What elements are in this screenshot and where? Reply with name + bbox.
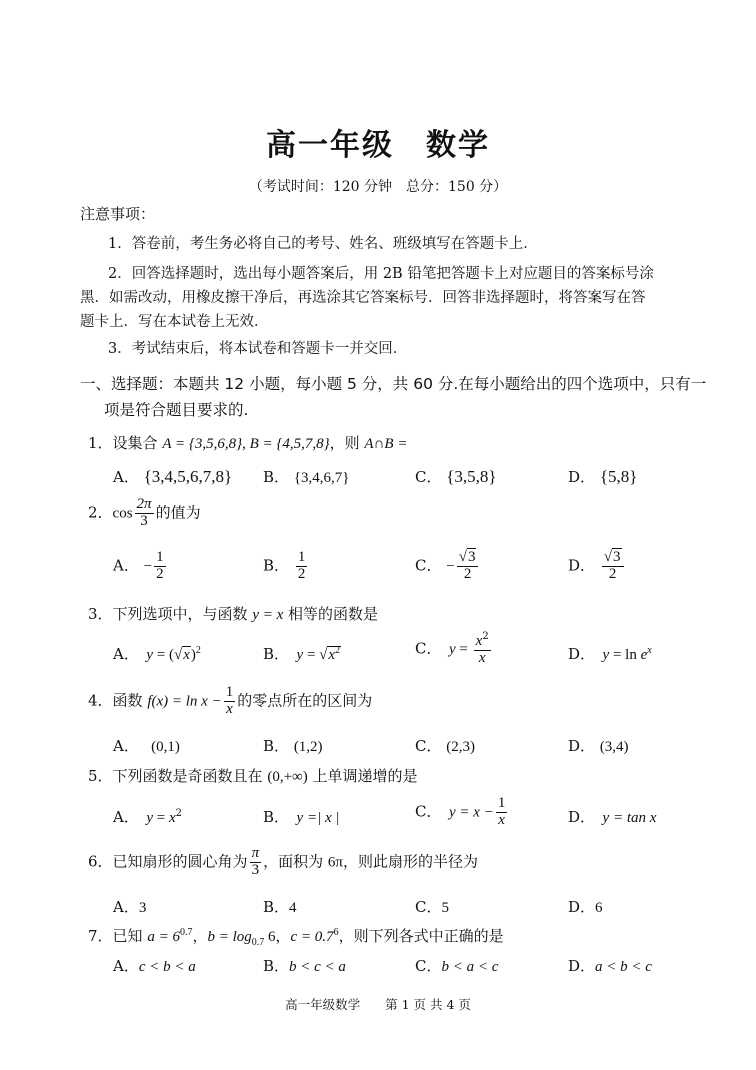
question-number: 6． [88,852,113,871]
option-d: D．a < b < c [568,957,652,975]
question-text: 设集合 [112,434,163,452]
option-c: C．5 [415,898,449,916]
math-expr: 6π [327,854,343,871]
question-text: 函数 [112,691,148,710]
question-text: 相等的函数是 [283,605,379,623]
option-b: B． y =| x | [263,808,340,826]
note-2-line-3: 题卡上．写在本试卷上无效． [80,314,269,330]
question-text: ，则下列各式中正确的是 [338,927,504,945]
option-d: D．6 [568,898,603,916]
option-a: A． {3,4,5,6,7,8} [113,467,233,486]
option-c: C． − $\frac{√3}{2}$ [415,550,480,583]
option-a: A．c < b < a [113,957,196,975]
option-d: D． y = tan x [568,808,657,826]
note-2-line-1: 2．回答选择题时，选出每小题答案后，用 2B 铅笔把答题卡上对应题目的答案标号涂 [108,266,654,282]
option-b: B． {3,4,6,7} [263,468,350,486]
question-text: ，面积为 [263,852,328,871]
math-expr: A∩B = [364,436,408,452]
note-3: 3．考试结束后，将本试卷和答题卡一并交回． [108,341,408,357]
question-4: 4．函数 f(x) = ln x − $\frac{1}{x}$ 的零点所在的区间为 [88,684,373,717]
math-expr: cos [112,505,133,522]
option-b: B． $y = √x^2$ [263,645,341,663]
question-6: 6．已知扇形的圆心角为 $\frac{\pi}{3}$ ，面积为 6π，则此扇形的半径为 [88,845,478,878]
option-a: A． (0,1) [113,737,180,755]
question-number: 5． [88,767,113,785]
question-text: 已知 [112,927,148,945]
math-expr: (0,+∞) [267,769,308,785]
math-expr: b = log [207,929,252,945]
option-d: D． {5,8} [568,467,638,486]
option-a: A． − $\frac{1}{2}$ [113,549,164,582]
question-3 [88,603,378,624]
math-expr: A = {3,5,6,8} [162,436,243,452]
section-heading-line-1: 一、选择题：本题共 12 小题，每小题 5 分，共 60 分.在每小题给出的四个选项中，只有一 [80,375,707,393]
option-a: A． $y = (√x)^2$ [113,645,201,663]
option-b: B． $\frac{1}{2}$ [263,549,306,582]
question-number: 3． [88,605,113,623]
question-5 [88,765,418,786]
option-b: B．b < c < a [263,957,346,975]
option-c: C．b < a < c [415,957,499,975]
option-b: B．4 [263,898,297,916]
option-b: B． (1,2) [263,737,323,755]
question-text: 下列函数是奇函数且在 [112,767,268,785]
question-text: ，则此扇形的半径为 [342,852,478,871]
question-text: 上单调递增的是 [307,767,418,785]
question-7: 7．已知 $a = 6^{0.7}$，$b = \log_{0.7} 6$，$c = 0.7^6$，则下列各式中正确的是 [88,927,504,948]
question-number: 1． [88,434,113,452]
math-expr: c = 0.7 [290,929,334,945]
option-d: D． $\frac{√3}{2}$ [568,550,626,583]
option-c: C． {3,5,8} [415,467,497,486]
question-number: 4． [88,691,113,710]
question-text: 下列选项中，与函数 [112,605,253,623]
math-expr: y = x [252,607,284,623]
question-2: 2．cos $\frac{2\pi}{3}$ 的值为 [88,496,201,529]
option-a: A． $y = x^2$ [113,808,183,826]
page-footer: 高一年级数学 第 1 页 共 4 页 [285,997,471,1012]
math-expr: B = {4,5,7,8} [249,436,330,452]
question-number: 2． [88,503,113,522]
option-a: A．3 [113,898,147,916]
question-text: 的值为 [155,503,201,522]
question-text: 已知扇形的圆心角为 [112,852,248,871]
option-c: C． (2,3) [415,737,476,755]
exam-info: （考试时间：120 分钟 总分：150 分） [248,179,508,195]
math-expr: a = 6 [147,929,180,945]
question-1: 1．设集合 A = {3,5,6,8}, B = {4,5,7,8}，则 A∩B = [88,434,408,452]
section-heading-line-2: 项是符合题目要求的. [104,401,249,419]
option-c: C． y = x − $\frac{1}{x}$ [415,795,506,828]
math-expr: f(x) = ln x − [147,693,222,710]
question-number: 7． [88,927,113,945]
notes-heading: 注意事项： [80,205,156,223]
option-d: D． (3,4) [568,737,629,755]
question-text: ，则 [329,434,365,452]
option-c: C． y = $\frac{x^2}{x}$ [415,631,489,666]
question-text: 的零点所在的区间为 [237,691,373,710]
page-title: 高一年级 数学 [266,128,490,163]
option-d: D． $y = \ln e^x$ [568,645,652,663]
note-2-line-2: 黑．如需改动，用橡皮擦干净后，再选涂其它答案标号．回答非选择题时，将答案写在答 [80,290,646,306]
note-1: 1．答卷前，考生务必将自己的考号、姓名、班级填写在答题卡上． [108,236,538,252]
